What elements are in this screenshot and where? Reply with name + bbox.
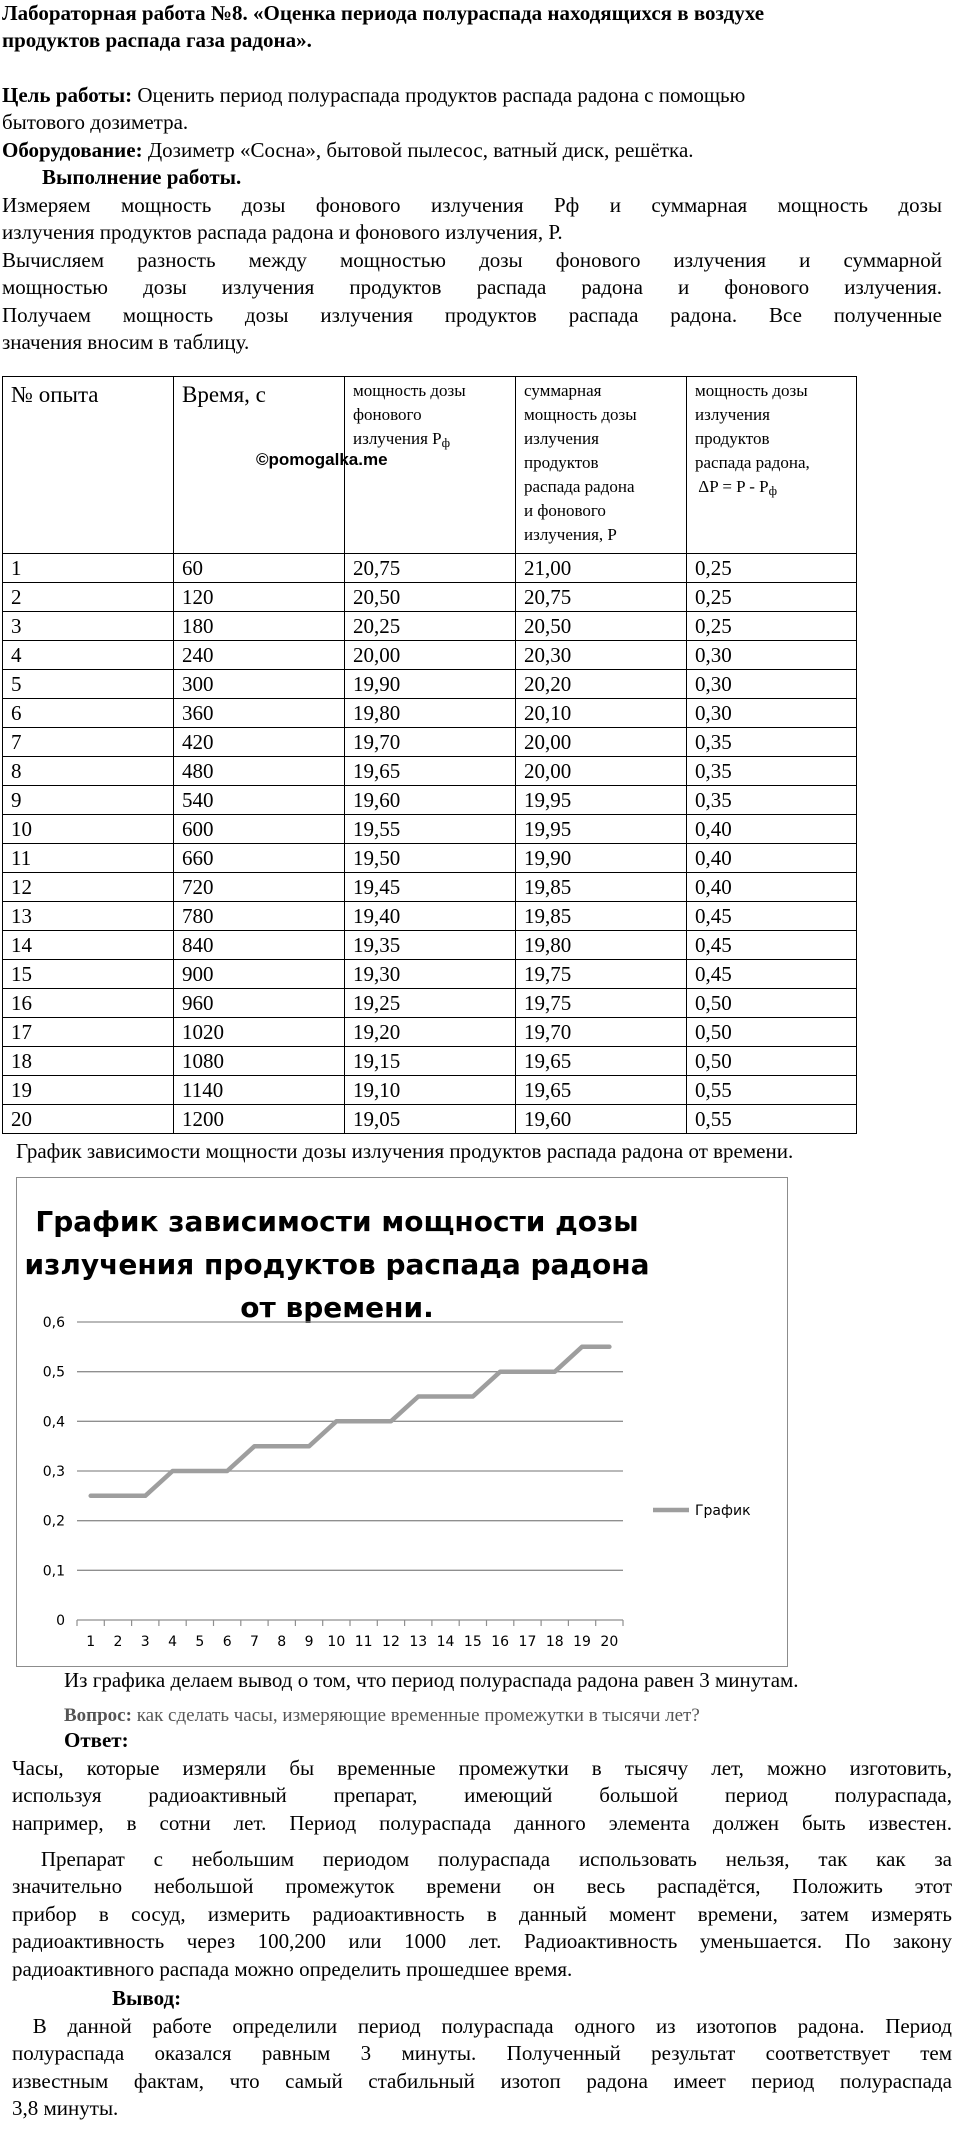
table-cell: 1 [3,554,174,583]
table-cell: 0,50 [687,989,857,1018]
x-tick-label: 7 [249,1634,259,1650]
table-header-row [3,377,857,554]
table-cell: 7 [3,728,174,757]
table-cell: 8 [3,757,174,786]
header-line: продуктов [524,453,599,472]
table-cell: 660 [174,844,345,873]
table-cell: 12 [3,873,174,902]
y-tick-label: 0 [56,1613,65,1629]
table-cell: 0,25 [687,612,857,641]
measurement-table [2,376,857,1134]
table-cell: 1140 [174,1076,345,1105]
table-row [3,989,857,1018]
table-cell: 19,85 [516,902,687,931]
header-line [695,475,856,503]
x-tick-label: 15 [463,1634,482,1650]
header-time: Время, с [174,377,345,554]
header-line: излучения [524,429,599,448]
chart-frame [16,1177,788,1667]
header-line: мощность дозы [353,381,466,400]
x-tick-label: 5 [195,1634,205,1650]
header-line: мощность дозы [524,405,637,424]
table-row [3,554,857,583]
table-cell: 19,10 [345,1076,516,1105]
y-tick-label: 0,2 [42,1513,65,1530]
header-text: ΔP = P - P [695,477,769,496]
table-cell: 4 [3,641,174,670]
table-cell: 3 [3,612,174,641]
p2-line-3: Получаем мощность дозы излучения продуктов распада радона. Все полученные [2,303,942,327]
table-row [3,844,857,873]
y-tick-label: 0,6 [42,1315,65,1331]
table-cell: 19,45 [345,873,516,902]
table-row [3,1105,857,1134]
goal-label: Цель работы: [2,83,133,107]
table-cell: 19,90 [345,670,516,699]
table-cell: 480 [174,757,345,786]
table-cell: 20,00 [516,757,687,786]
table-cell: 1020 [174,1018,345,1047]
table-cell: 20,00 [516,728,687,757]
table-cell: 19 [3,1076,174,1105]
header-line: излучения, Р [524,525,617,544]
table-cell: 0,35 [687,757,857,786]
x-tick-label: 2 [113,1634,123,1650]
x-tick-label: 4 [168,1634,178,1650]
summary-heading: Вывод: [112,1986,182,2010]
answer-1-line-3: например, в сотни лет. Период полураспада данного элемента должен быть известен. [12,1811,952,1835]
answer-2-line-2: значительно небольшой промежуток времени он весь распадётся, Положить этот [12,1874,952,1898]
table-cell: 0,55 [687,1076,857,1105]
equipment-label: Оборудование: [2,138,143,162]
table-cell: 10 [3,815,174,844]
header-line: фонового [353,405,422,424]
table-cell: 19,60 [345,786,516,815]
table-cell: 19,80 [345,699,516,728]
x-tick-label: 13 [409,1634,428,1650]
table-row [3,931,857,960]
table-cell: 20,50 [345,583,516,612]
table-cell: 300 [174,670,345,699]
table-cell: 19,05 [345,1105,516,1134]
answer-2-line-1: Препарат с небольшим периодом полураспада использовать нельзя, так как за [12,1847,952,1871]
x-tick-label: 12 [382,1634,400,1650]
header-total-dose [516,377,687,554]
x-tick-label: 20 [600,1634,619,1650]
x-tick-label: 16 [491,1634,510,1650]
subscript: ф [441,435,451,450]
chart-plot [17,1178,787,1666]
table-cell: 20,10 [516,699,687,728]
table-cell: 20 [3,1105,174,1134]
x-tick-label: 9 [304,1634,314,1650]
header-line: излучения [695,405,770,424]
p2-line-4: значения вносим в таблицу. [2,330,250,354]
answer-1-line-1: Часы, которые измеряли бы временные промежутки в тысячу лет, можно изготовить, [12,1756,952,1780]
p1-line-2: излучения продуктов распада радона и фонового излучения, Р. [2,220,563,244]
table-cell: 0,45 [687,931,857,960]
summary-line-3: известным фактам, что самый стабильный изотоп радона имеет период полураспада [12,2069,952,2093]
table-cell: 0,40 [687,815,857,844]
x-tick-label: 11 [354,1634,373,1650]
x-tick-label: 18 [545,1634,564,1650]
x-tick-label: 10 [327,1634,346,1650]
goal-line-2: бытового дозиметра. [2,110,189,134]
lab-title-line-1: Лабораторная работа №8. «Оценка периода полураспада находящихся в воздухе [2,1,765,25]
table-cell: 19,30 [345,960,516,989]
answer-1-line-2: используя радиоактивный препарат, имеющий большой период полураспада, [12,1783,952,1807]
answer-2-line-3: прибор в сосуд, измерить радиоактивность в данный момент времени, затем измерять [12,1902,952,1926]
table-cell: 19,80 [516,931,687,960]
answer-heading: Ответ: [64,1728,129,1752]
lab-title-line-2: продуктов распада газа радона». [2,28,312,52]
table-cell: 1200 [174,1105,345,1134]
legend-label: График [695,1503,751,1519]
x-tick-label: 6 [222,1634,232,1650]
table-cell: 9 [3,786,174,815]
answer-2-line-5: радиоактивного распада можно определить прошедшее время. [12,1957,573,1981]
table-cell: 6 [3,699,174,728]
table-row [3,902,857,931]
table-cell: 420 [174,728,345,757]
table-cell: 13 [3,902,174,931]
question-text: как сделать часы, измеряющие временные промежутки в тысячи лет? [131,1705,700,1726]
table-cell: 120 [174,583,345,612]
goal-line-1 [2,82,745,110]
table-cell: 19,15 [345,1047,516,1076]
table-cell: 19,95 [516,815,687,844]
x-tick-label: 14 [436,1634,455,1650]
summary-line-2: полураспада оказался равным 3 минуты. Полученный результат соответствует тем [12,2041,952,2065]
table-cell: 5 [3,670,174,699]
subscript: ф [768,483,778,498]
table-body [3,554,857,1134]
p1-line-1: Измеряем мощность дозы фонового излучения Рф и суммарная мощность дозы [2,193,942,217]
table-cell: 16 [3,989,174,1018]
table-cell: 0,25 [687,583,857,612]
table-cell: 19,60 [516,1105,687,1134]
table-cell: 720 [174,873,345,902]
x-tick-label: 8 [277,1634,287,1650]
table-cell: 780 [174,902,345,931]
table-cell: 17 [3,1018,174,1047]
table-cell: 0,45 [687,960,857,989]
procedure-heading: Выполнение работы. [42,165,242,189]
table-row [3,786,857,815]
table-cell: 20,75 [345,554,516,583]
table-cell: 19,95 [516,786,687,815]
table-cell: 19,85 [516,873,687,902]
table-row [3,1076,857,1105]
table-cell: 19,75 [516,989,687,1018]
header-text: излучения Р [353,429,442,448]
table-row [3,583,857,612]
table-cell: 540 [174,786,345,815]
x-tick-label: 1 [86,1634,96,1650]
table-cell: 1080 [174,1047,345,1076]
chart-caption: График зависимости мощности дозы излучения продуктов распада радона от времени. [16,1139,794,1163]
x-tick-label: 3 [140,1634,150,1650]
table-cell: 0,45 [687,902,857,931]
goal-text: Оценить период полураспада продуктов распада радона с помощью [132,83,746,107]
header-line: распада радона, [695,453,810,472]
table-cell: 2 [3,583,174,612]
table-row [3,960,857,989]
table-cell: 20,25 [345,612,516,641]
table-cell: 20,75 [516,583,687,612]
question-line [64,1702,700,1730]
y-tick-label: 0,3 [42,1464,65,1480]
p2-line-1: Вычисляем разность между мощностью дозы фонового излучения и суммарной [2,248,942,272]
table-cell: 0,55 [687,1105,857,1134]
table-row [3,728,857,757]
table-row [3,873,857,902]
header-line: суммарная [524,381,602,400]
table-cell: 0,40 [687,873,857,902]
header-experiment-number: № опыта [3,377,174,554]
table-cell: 0,30 [687,670,857,699]
x-tick-label: 17 [518,1634,537,1650]
table-cell: 0,50 [687,1018,857,1047]
table-cell: 20,50 [516,612,687,641]
table-cell: 19,50 [345,844,516,873]
table-cell: 0,35 [687,786,857,815]
table-cell: 960 [174,989,345,1018]
x-tick-label: 19 [573,1634,591,1650]
table-row [3,1047,857,1076]
table-cell: 180 [174,612,345,641]
chart-title: График зависимости мощности дозы излучения продуктов распада радона от времени. [24,1205,650,1324]
table-cell: 19,25 [345,989,516,1018]
answer-2-line-4: радиоактивность через 100,200 или 1000 лет. Радиоактивность уменьшается. По закону [12,1929,952,1953]
table-row [3,670,857,699]
watermark: ©pomogalka.me [256,450,388,469]
table-cell: 19,35 [345,931,516,960]
table-cell: 360 [174,699,345,728]
equipment-line [2,137,694,165]
equipment-text: Дозиметр «Сосна», бытовой пылесос, ватный диск, решётка. [142,138,694,162]
summary-line-4: 3,8 минуты. [12,2096,119,2120]
table-row [3,641,857,670]
table-cell: 19,75 [516,960,687,989]
table-cell: 0,40 [687,844,857,873]
table-row [3,757,857,786]
header-line: продуктов [695,429,770,448]
table-cell: 19,65 [345,757,516,786]
y-tick-label: 0,4 [42,1414,65,1431]
table-cell: 840 [174,931,345,960]
table-cell: 18 [3,1047,174,1076]
result-text: Из графика делаем вывод о том, что период полураспада радона равен 3 минутам. [64,1668,799,1692]
table-cell: 19,70 [345,728,516,757]
table-cell: 19,20 [345,1018,516,1047]
table-row [3,1018,857,1047]
table-row [3,815,857,844]
table-cell: 19,70 [516,1018,687,1047]
table-cell: 0,50 [687,1047,857,1076]
y-tick-label: 0,1 [42,1563,65,1580]
table-cell: 19,65 [516,1076,687,1105]
table-cell: 19,55 [345,815,516,844]
header-radon-dose [687,377,857,554]
table-cell: 20,30 [516,641,687,670]
header-line: и фонового [524,501,606,520]
table-cell: 14 [3,931,174,960]
table-cell: 0,35 [687,728,857,757]
question-label: Вопрос: [64,1705,132,1726]
p2-line-2: мощностью дозы излучения продуктов распада радона и фонового излучения. [2,275,942,299]
table-cell: 11 [3,844,174,873]
table-cell: 0,25 [687,554,857,583]
table-cell: 60 [174,554,345,583]
table-cell: 0,30 [687,699,857,728]
table-cell: 900 [174,960,345,989]
table-cell: 20,20 [516,670,687,699]
table-cell: 19,65 [516,1047,687,1076]
table-cell: 19,90 [516,844,687,873]
y-tick-label: 0,5 [42,1364,65,1381]
table-cell: 19,40 [345,902,516,931]
table-cell: 600 [174,815,345,844]
table-cell: 21,00 [516,554,687,583]
table-cell: 20,00 [345,641,516,670]
table-row [3,612,857,641]
summary-line-1: В данной работе определили период полураспада одного из изотопов радона. Период [12,2014,952,2038]
table-row [3,699,857,728]
table-cell: 0,30 [687,641,857,670]
table-cell: 240 [174,641,345,670]
header-line: распада радона [524,477,635,496]
header-line: мощность дозы [695,381,808,400]
table-cell: 15 [3,960,174,989]
